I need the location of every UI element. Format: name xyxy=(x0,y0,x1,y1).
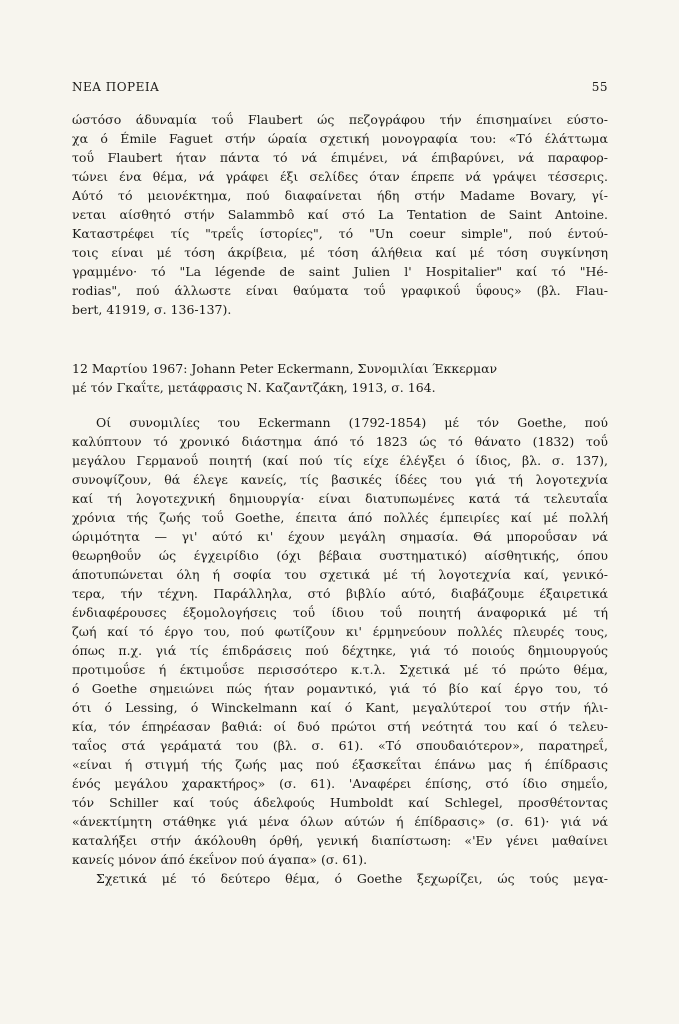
text-line: μέ τόν Γκαΐτε, μετάφρασις Ν. Καζαντζάκη, 1913, σ. 164. xyxy=(72,380,436,395)
text-line: ό Goethe σημειώνει πώς ήταν ρομαντικό, γιά τό βίο καί έργο του, τό xyxy=(72,681,608,696)
text-line: ώριμότητα — γι' αύτό κι' έχουν μεγάλη σημασία. Θά μποροΰσαν νά xyxy=(72,529,608,544)
text-line: ώστόσο άδυναμία τοΰ Flaubert ώς πεζογράφου τήν έπισημαίνει εύστο- xyxy=(72,112,608,127)
text-line: χρόνια τής ζωής τοΰ Goethe, έπειτα άπό πολλές έμπειρίες καί μέ πολλή xyxy=(72,510,608,525)
text-line: καί τή λογοτεχνική δημιουργία· είναι διατυπωμένες κατά τά τελευταΐα xyxy=(72,491,608,506)
text-line: προτιμοΰσε ή έκτιμοΰσε περισσότερο κ.τ.λ. Σχετικά μέ τό πρώτο θέμα, xyxy=(72,662,608,677)
text-line: θεωρηθοΰν ώς έγχειρίδιο (όχι βέβαια συστηματικό) αίσθητικής, όπου xyxy=(72,548,608,563)
text-line: τοις είναι μέ τόση άκρίβεια, μέ τόση άλήθεια καί μέ τόση συγκίνηση xyxy=(72,245,608,260)
text-line: τώνει ένα θέμα, νά γράφει έξι σελίδες όταν έπρεπε νά γράψει τέσσερις. xyxy=(72,169,608,184)
text-line: 12 Μαρτίου 1967: Johann Peter Eckermann, Συνομιλίαι Έκκερμαν xyxy=(72,361,498,376)
page-number: 55 xyxy=(591,80,608,94)
text-line: bert, 41919, σ. 136-137). xyxy=(72,302,232,317)
text-line: «είναι ή στιγμή τής ζωής μας πού έξασκεΐται έπάνω μας ή έπίδρασις xyxy=(72,757,608,772)
text-line: Καταστρέφει τίς "τρεΐς ίστορίες", τό "Un coeur simple", πού έντού- xyxy=(72,226,608,241)
text-line: καταλήξει στήν άκόλουθη όρθή, γενική διαπίστωση: «'Εν γένει μαθαίνει xyxy=(72,833,608,848)
text-line: κανείς μόνον άπό έκεΐνον πού άγαπα» (σ. 61). xyxy=(72,852,368,867)
text-line: καλύπτουν τό χρονικό διάστημα άπό τό 1823 ώς τό θάνατο (1832) τοΰ xyxy=(72,434,608,449)
text-line: μεγάλου Γερμανοΰ ποιητή (καί πού τίς είχε έλέγξει ό ίδιος, βλ. σ. 137), xyxy=(72,453,608,468)
text-line: τόν Schiller καί τούς άδελφούς Humboldt καί Schlegel, προσθέτοντας xyxy=(72,795,608,810)
text-line: «άνεκτίμητη στάθηκε γιά μένα όλων αύτών ή έπίδρασις» (σ. 61)· γιά νά xyxy=(72,814,608,829)
text-line: ότι ό Lessing, ό Winckelmann καί ό Kant, μεγαλύτεροί του στήν ήλι- xyxy=(72,700,608,715)
text-line: συνοψίζουν, θά έλεγε κανείς, τίς βασικές ίδέες του γιά τή λογοτεχνία xyxy=(72,472,608,487)
text-line: Σχετικά μέ τό δεύτερο θέμα, ό Goethe ξεχωρίζει, ώς τούς μεγα- xyxy=(96,871,608,886)
text-line: Οί συνομιλίες του Eckermann (1792-1854) μέ τόν Goethe, πού xyxy=(96,415,608,430)
text-line: ένός μεγάλου χαρακτήρος» (σ. 61). 'Αναφέρει έπίσης, στό ίδιο σημεΐο, xyxy=(72,776,608,791)
text-line: άποτυπώνεται όλη ή σοφία του σχετικά μέ τή λογοτεχνία καί, γενικό- xyxy=(72,567,608,582)
text-line: rodias", πού άλλωστε είναι θαύματα τοΰ γραφικοΰ ΰφους» (βλ. Flau- xyxy=(72,283,608,298)
text-line: Αύτό τό μειονέκτημα, πού διαφαίνεται ήδη στήν Madame Bovary, γί- xyxy=(72,188,608,203)
text-line: ζωή καί τό έργο του, πού φωτίζουν κι' έρμηνεύουν πολλές πλευρές τους, xyxy=(72,624,608,639)
text-line: ένδιαφέρουσες έξομολογήσεις τοΰ ίδιου τοΰ ποιητή άναφορικά μέ τή xyxy=(72,605,608,620)
text-line: όπως π.χ. γιά τίς έπιδράσεις πού δέχτηκε, γιά τό ποιούς δημιουργούς xyxy=(72,643,608,658)
text-line: τοΰ Flaubert ήταν πάντα τό νά έπιμένει, νά έπιβαρύνει, νά παραφορ- xyxy=(72,150,608,165)
text-line: γραμμένο· τό "La légende de saint Julien l' Hospitalier" καί τό "Hé- xyxy=(72,264,608,279)
text-line: χα ό Émile Faguet στήν ώραία σχετική μονογραφία του: «Τό έλάττωμα xyxy=(72,131,608,146)
running-title: ΝΕΑ ΠΟΡΕΙΑ xyxy=(72,80,160,94)
text-line: ταΐος στά γεράματά του (βλ. σ. 61). «Τό σπουδαιότερον», παρατηρεΐ, xyxy=(72,738,608,753)
text-line: νεται αίσθητό στήν Salammbô καί στό La Tentation de Saint Antoine. xyxy=(72,207,608,222)
text-line: κία, τόν έπηρέασαν βαθιά: οί δυό πρώτοι στή νεότητά του καί ό τελευ- xyxy=(72,719,608,734)
text-line: τερα, τήν τέχνη. Παράλληλα, στό βιβλίο αύτό, διαβάζουμε έξαιρετικά xyxy=(72,586,608,601)
